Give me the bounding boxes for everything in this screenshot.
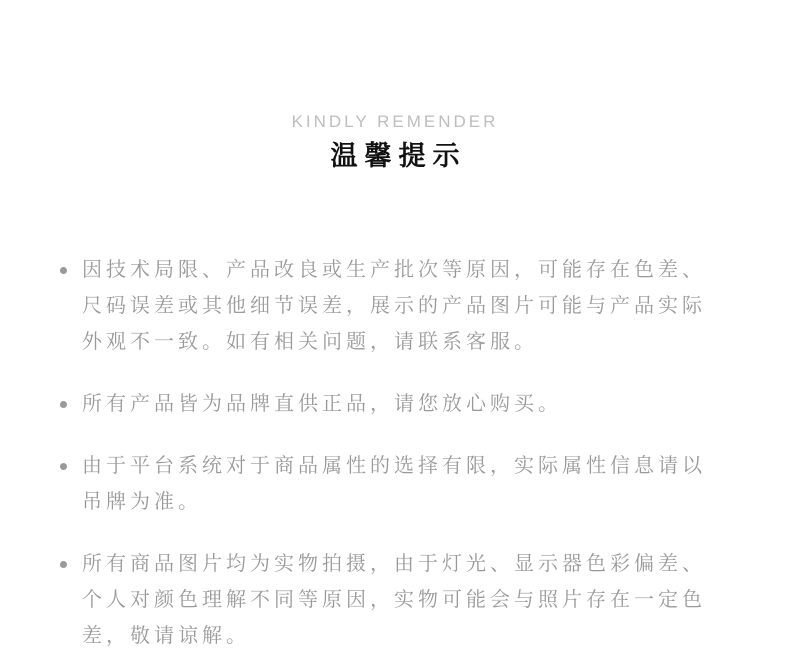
notice-list: [0, 252, 790, 654]
notice-text-2: 所有产品皆为品牌直供正品，请您放心购买。: [82, 393, 562, 415]
header-subtitle-en: KINDLY REMENDER: [291, 112, 499, 131]
notice-text-1: 因技术局限、产品改良或生产批次等原因，可能存在色差、尺码误差或其他细节误差，展示的产品图片可能与产品实际外观不一致。如有相关问题，请联系客服。: [82, 259, 706, 353]
notice-item-2: [60, 386, 712, 422]
bullet-icon: [60, 401, 67, 408]
notice-item-3: [60, 448, 712, 520]
bullet-icon: [60, 463, 67, 470]
header-title-cn: 温馨提示: [330, 141, 467, 171]
notice-text-4: 所有商品图片均为实物拍摄，由于灯光、显示器色彩偏差、个人对颜色理解不同等原因，实物可能会与照片存在一定色差，敬请谅解。: [82, 553, 706, 647]
section-header: [0, 0, 790, 172]
bullet-icon: [60, 267, 67, 274]
notice-item-4: [60, 546, 712, 654]
notice-item-1: [60, 252, 712, 360]
notice-text-3: 由于平台系统对于商品属性的选择有限，实际属性信息请以吊牌为准。: [82, 455, 706, 513]
bullet-icon: [60, 561, 67, 568]
